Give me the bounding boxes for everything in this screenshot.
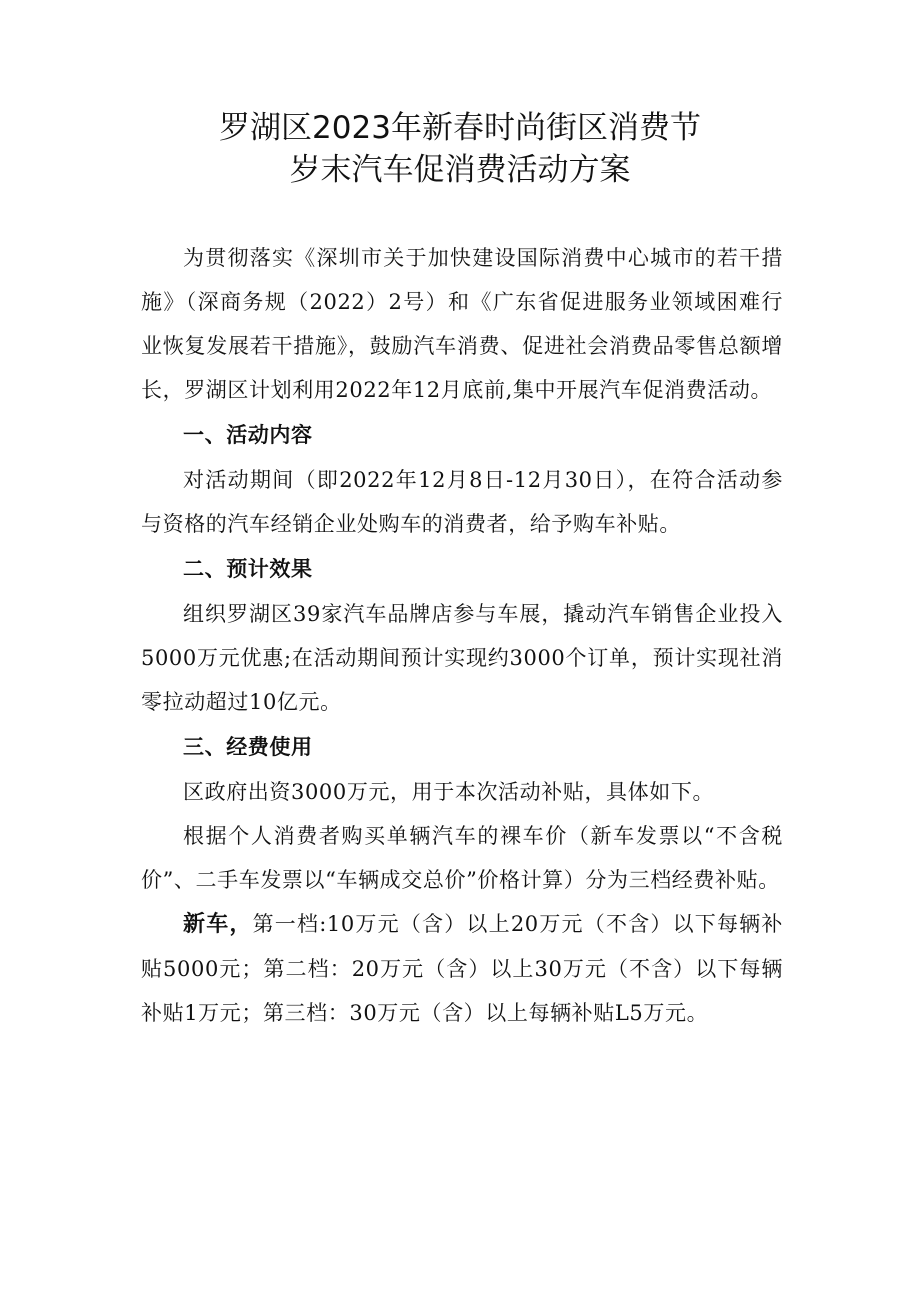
document-title-line2: 岁末汽车促消费活动方案 xyxy=(289,152,631,188)
funding-paragraph-2: 根据个人消费者购买单辆汽车的裸车价（新车发票以“不含税价”、二手车发票以“车辆成交总价”价格计算）分为三档经费补贴。 xyxy=(141,824,783,892)
section-heading-effect: 二、预计效果 xyxy=(183,557,313,581)
intro-paragraph: 为贯彻落实《深圳市关于加快建设国际消费中心城市的若干措施》（深商务规（2022）2号）和《广东省促进服务业领域困难行业恢复发展若干措施》，鼓励汽车消费、促进社会消费品零售总额增长，罗湖区计划利用2022年12月底前,集中开展汽车促消费活动。 xyxy=(141,246,783,402)
effect-paragraph: 组织罗湖区39家汽车品牌店参与车展，撬动汽车销售企业投入5000万元优惠;在活动期间预计实现约3000个订单，预计实现社消零拉动超过10亿元。 xyxy=(141,602,783,714)
funding-paragraph-1: 区政府出资3000万元，用于本次活动补贴，具体如下。 xyxy=(183,780,715,804)
activity-paragraph: 对活动期间（即2022年12月8日-12月30日），在符合活动参与资格的汽车经销企业处购车的消费者，给予购车补贴。 xyxy=(141,468,783,536)
section-heading-funding: 三、经费使用 xyxy=(183,735,313,759)
section-heading-activity: 一、活动内容 xyxy=(183,423,313,447)
newcar-paragraph xyxy=(141,902,783,1035)
newcar-text: 第一档:10万元（含）以上20万元（不含）以下每辆补贴5000元；第二档：20万元（含）以上30万元（不含）以下每辆补贴1万元；第三档：30万元（含）以上每辆补贴L5万元。 xyxy=(141,912,783,1025)
newcar-lead: 新车， xyxy=(183,912,253,937)
document-body xyxy=(141,236,783,1035)
document-title-line1: 罗湖区2023年新春时尚街区消费节 xyxy=(219,110,701,146)
